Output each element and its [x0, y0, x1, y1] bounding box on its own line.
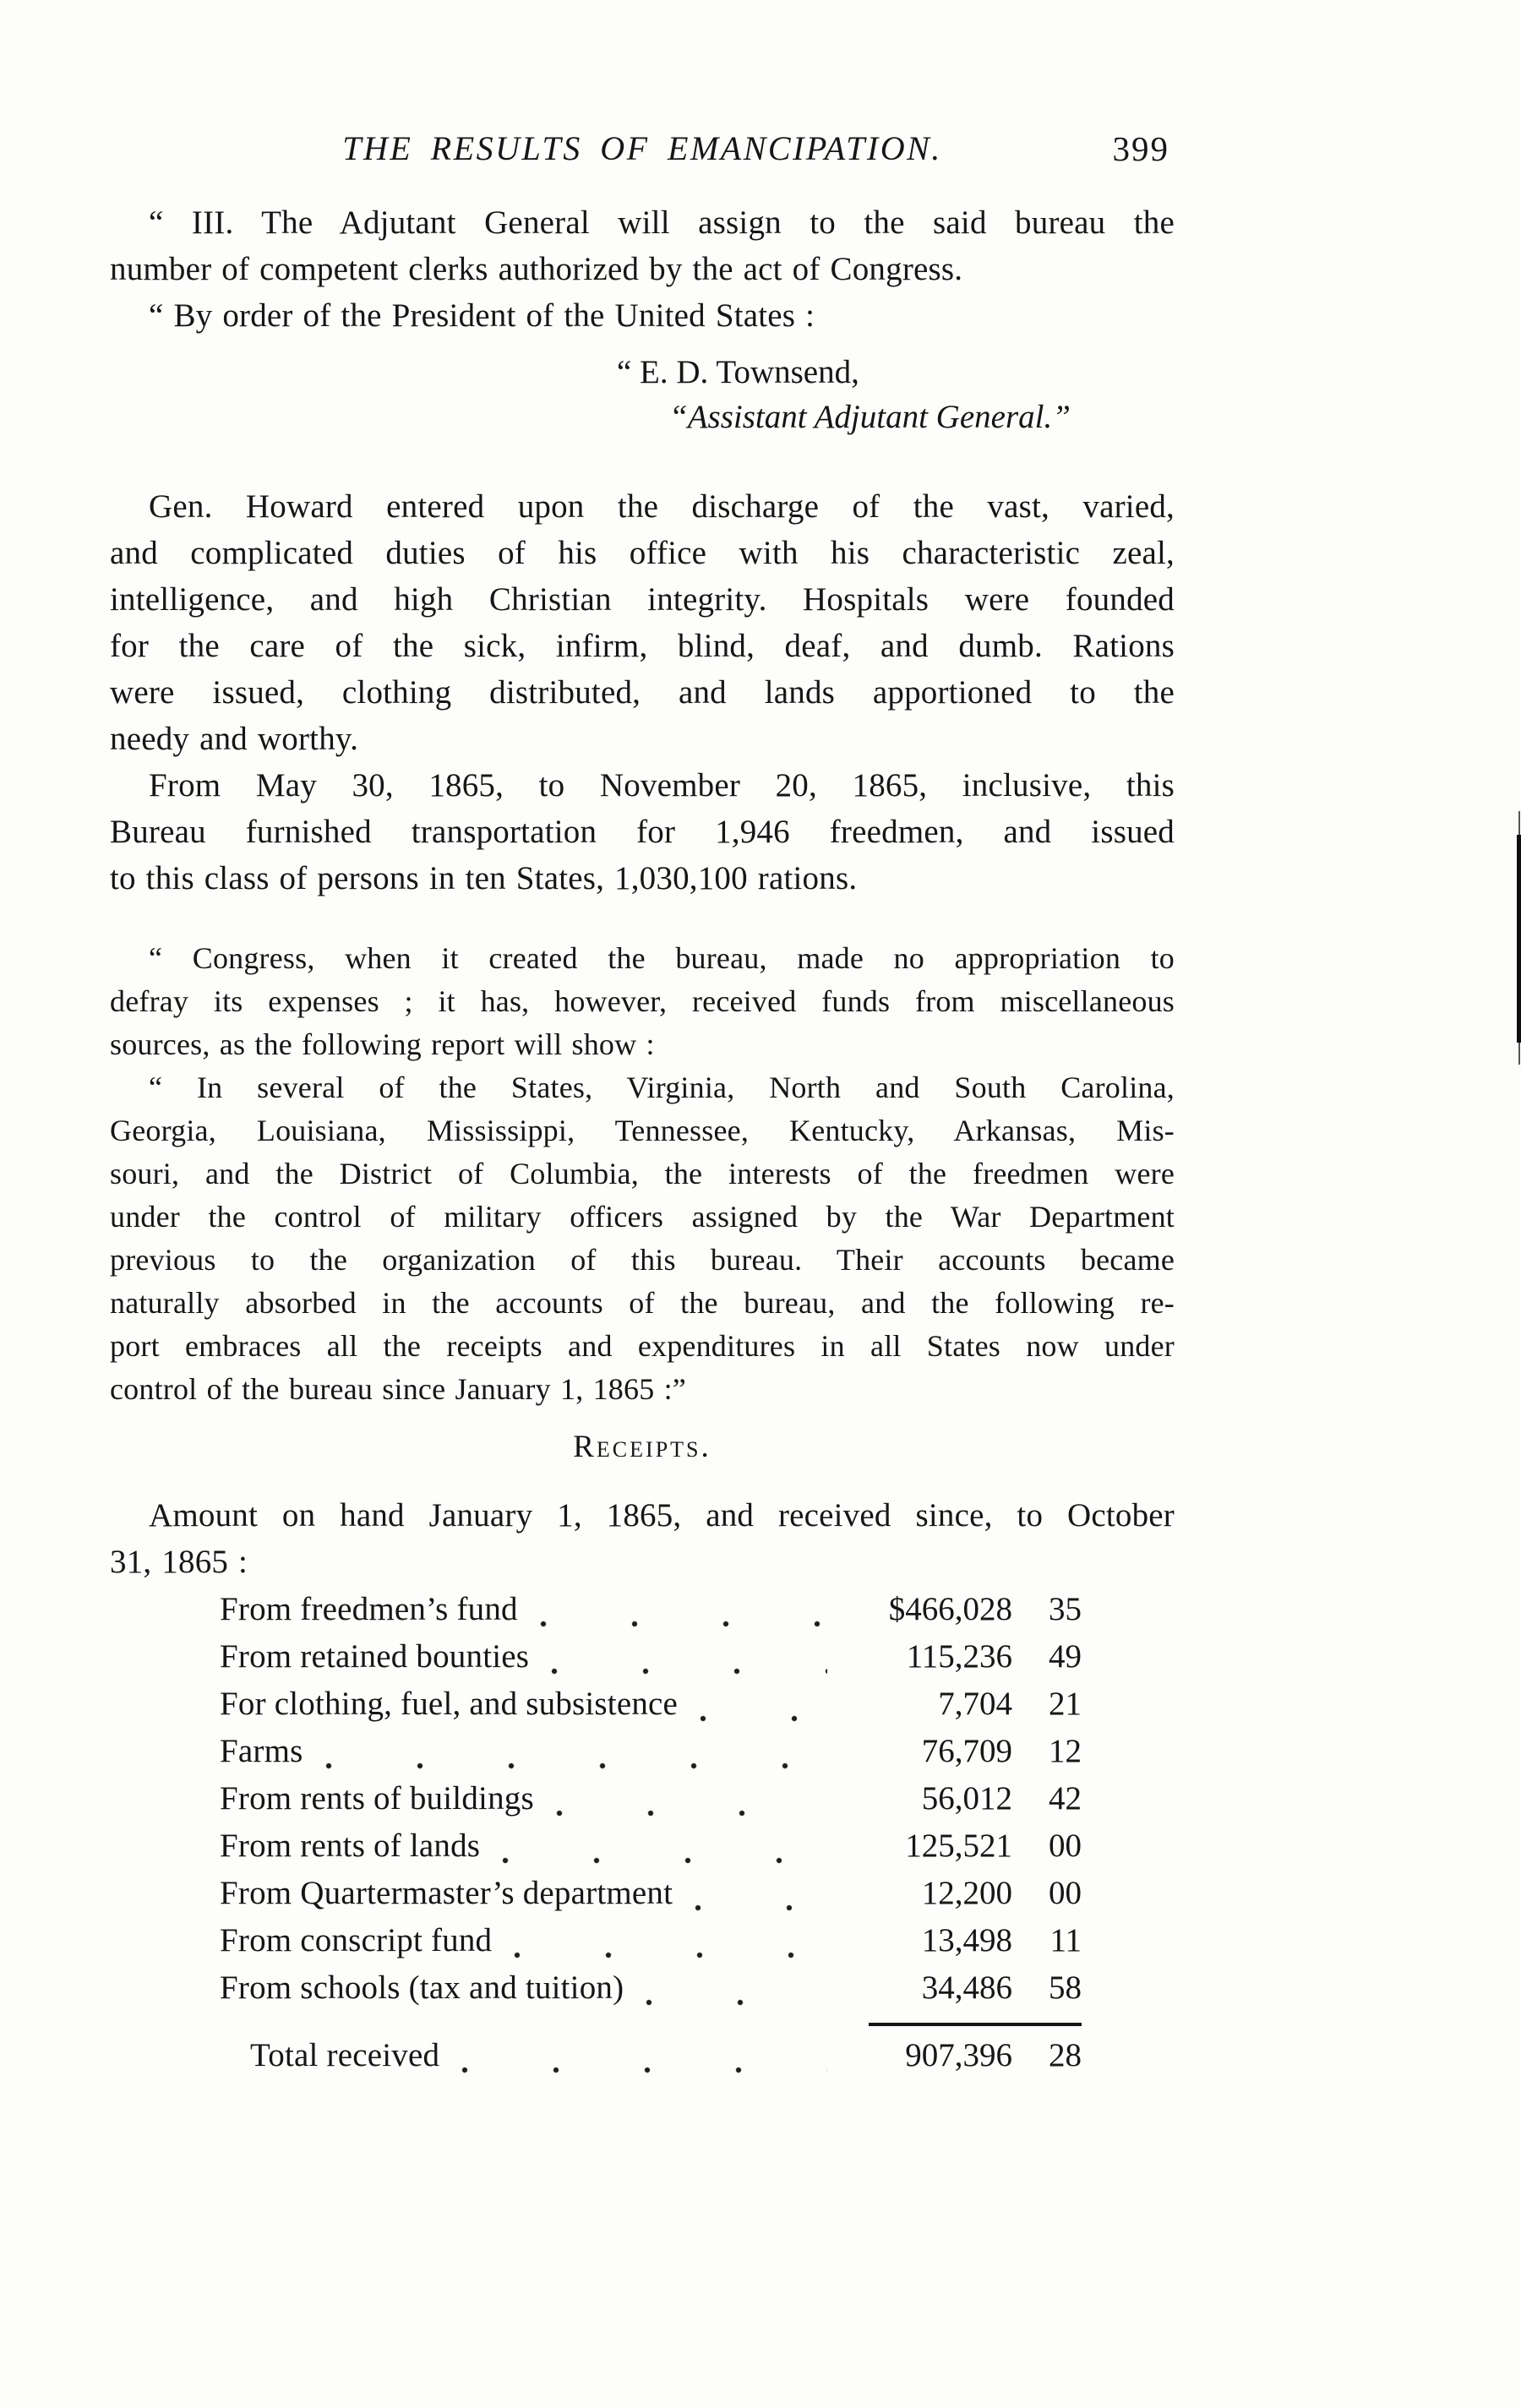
text-line: for the care of the sick, infirm, blind, deaf, and dumb. Rations: [110, 628, 1175, 664]
row-amount-cents: 00: [1049, 1828, 1082, 1864]
text-line: From May 30, 1865, to November 20, 1865, inclusive, this: [149, 767, 1175, 804]
scan-edge-artifact: [1517, 835, 1521, 1043]
text-line: Bureau furnished transportation for 1,946 freedmen, and issued: [110, 814, 1175, 850]
row-amount-cents: 21: [1049, 1686, 1082, 1722]
text-line: needy and worthy.: [110, 721, 359, 757]
text-line: Georgia, Louisiana, Mississippi, Tennessee, Kentucky, Arkansas, Mis-: [110, 1114, 1175, 1147]
row-label: For clothing, fuel, and subsistence: [220, 1686, 679, 1722]
table-row: [220, 1685, 1082, 1732]
row-amount-cents: 49: [1049, 1638, 1082, 1675]
text-line: “ By order of the President of the United States :: [149, 297, 815, 334]
table-row: [220, 1732, 1082, 1779]
row-amount-dollars: 125,521: [905, 1828, 1012, 1864]
dot-leader: [461, 2065, 827, 2075]
text-line: under the control of military officers assigned by the War Department: [110, 1200, 1175, 1234]
signature-name: “ E. D. Townsend,: [617, 354, 859, 390]
text-line: to this class of persons in ten States, 1,030,100 rations.: [110, 860, 858, 896]
dot-leader: [556, 1808, 827, 1818]
dot-leader: [646, 1997, 827, 2008]
row-label: From conscript fund: [220, 1922, 493, 1959]
receipts-heading: Receipts.: [573, 1430, 711, 1464]
table-row: [220, 1827, 1082, 1874]
row-label: From retained bounties: [220, 1638, 530, 1675]
receipts-table: [220, 1590, 1082, 2084]
row-amount-dollars: 13,498: [921, 1922, 1012, 1959]
row-amount-dollars: 7,704: [938, 1686, 1012, 1722]
dot-leader: [540, 1619, 827, 1629]
row-amount-cents: 35: [1049, 1591, 1082, 1627]
dot-leader: [514, 1950, 827, 1960]
text-line: intelligence, and high Christian integrity. Hospitals were founded: [110, 581, 1175, 618]
row-amount-cents: 00: [1049, 1875, 1082, 1911]
table-row: [220, 1969, 1082, 2016]
page-number: 399: [1112, 129, 1169, 168]
text-line: sources, as the following report will show :: [110, 1027, 655, 1061]
dot-leader: [502, 1855, 827, 1866]
total-amount-cents: 28: [1049, 2037, 1082, 2073]
table-row: [220, 1590, 1082, 1637]
page-header: [110, 127, 1175, 171]
row-label: From freedmen’s fund: [220, 1591, 518, 1627]
paragraph-adjutant-general: [110, 199, 1175, 292]
paragraph-transportation: [110, 762, 1175, 902]
row-amount-dollars: 34,486: [921, 1969, 1012, 2006]
running-title: THE RESULTS OF EMANCIPATION.: [342, 129, 942, 167]
text-line: control of the bureau since January 1, 1865 :”: [110, 1372, 686, 1406]
row-label: From rents of buildings: [220, 1780, 534, 1817]
paragraph-states-report: [110, 1066, 1175, 1411]
text-line: Amount on hand January 1, 1865, and received since, to October: [149, 1497, 1175, 1534]
dot-leader: [695, 1903, 827, 1913]
row-label: Farms: [220, 1733, 303, 1769]
text-line: “ In several of the States, Virginia, North and South Carolina,: [149, 1071, 1175, 1104]
text-line: souri, and the District of Columbia, the interests of the freedmen were: [110, 1157, 1175, 1190]
text-line: “ Congress, when it created the bureau, made no appropriation to: [149, 941, 1175, 975]
table-row: [220, 1637, 1082, 1685]
row-amount-dollars: $466,028: [888, 1591, 1012, 1627]
paragraph-congress-funds: [110, 937, 1175, 1066]
row-amount-cents: 11: [1049, 1922, 1082, 1959]
total-row: [220, 2036, 1082, 2084]
text-line: “ III. The Adjutant General will assign to the said bureau the: [149, 204, 1175, 241]
text-line: were issued, clothing distributed, and lands apportioned to the: [110, 674, 1175, 711]
text-line: number of competent clerks authorized by the act of Congress.: [110, 251, 963, 287]
paragraph-amount-on-hand: [110, 1492, 1175, 1585]
signature-block: [110, 349, 1175, 439]
text-line: Gen. Howard entered upon the discharge of the vast, varied,: [149, 488, 1175, 525]
row-label: From rents of lands: [220, 1828, 481, 1864]
dot-leader: [700, 1713, 827, 1724]
total-label: Total received: [250, 2037, 440, 2073]
row-label: From schools (tax and tuition): [220, 1969, 624, 2006]
text-line: naturally absorbed in the accounts of the bureau, and the following re-: [110, 1286, 1175, 1320]
table-row: [220, 1779, 1082, 1827]
paragraph-howard-duties: [110, 483, 1175, 762]
row-amount-dollars: 56,012: [921, 1780, 1012, 1817]
paragraph-by-order: [110, 292, 1175, 339]
row-label: From Quartermaster’s department: [220, 1875, 673, 1911]
table-row: [220, 1874, 1082, 1921]
total-amount-dollars: 907,396: [905, 2037, 1012, 2073]
text-line: and complicated duties of his office with his characteristic zeal,: [110, 535, 1175, 571]
text-line: defray its expenses ; it has, however, received funds from miscellaneous: [110, 984, 1175, 1018]
signature-title: “Assistant Adjutant General.”: [669, 399, 1071, 435]
row-amount-cents: 42: [1049, 1780, 1082, 1817]
total-rule: [869, 2023, 1082, 2026]
dot-leader: [551, 1666, 827, 1676]
row-amount-dollars: 76,709: [921, 1733, 1012, 1769]
row-amount-cents: 12: [1049, 1733, 1082, 1769]
text-line: 31, 1865 :: [110, 1544, 248, 1580]
table-row: [220, 1921, 1082, 1969]
text-line: port embraces all the receipts and expenditures in all States now under: [110, 1329, 1175, 1363]
row-amount-cents: 58: [1049, 1969, 1082, 2006]
row-amount-dollars: 115,236: [906, 1638, 1012, 1675]
text-line: previous to the organization of this bureau. Their accounts became: [110, 1243, 1175, 1277]
dot-leader: [325, 1761, 828, 1771]
row-amount-dollars: 12,200: [921, 1875, 1012, 1911]
